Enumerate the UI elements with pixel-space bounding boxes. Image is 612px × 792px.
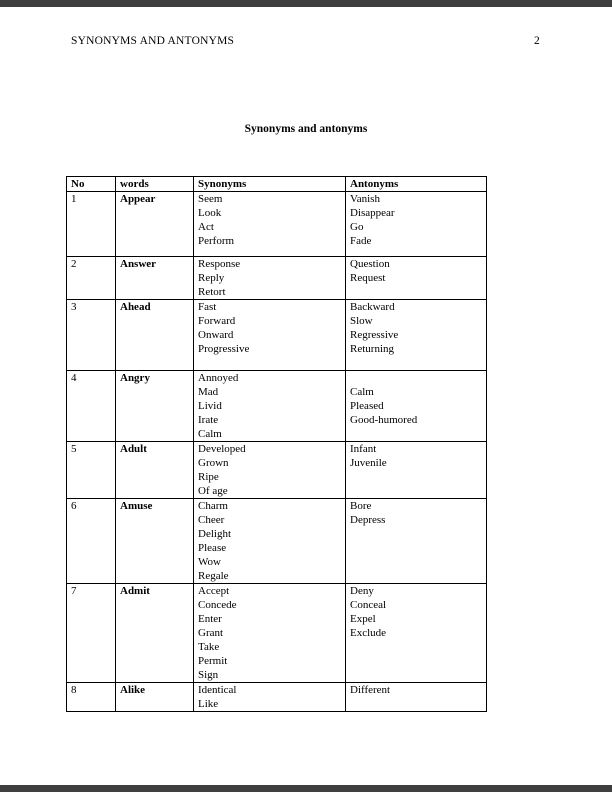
table-row [67,683,487,712]
word-line: Deny [350,585,374,597]
cell-antonyms [346,584,487,683]
word-line: Juvenile [350,457,387,469]
word-line: Exclude [350,627,387,639]
table-row [67,499,487,584]
cell-antonyms [346,499,487,584]
cell-antonyms [346,683,487,712]
running-head: SYNONYMS AND ANTONYMS [71,35,235,47]
viewer-chrome-top [0,0,612,7]
word-line: Ripe [198,471,219,483]
cell-no: 2 [67,257,116,300]
cell-no: 4 [67,371,116,442]
word-line: Conceal [350,599,387,611]
cell-no: 1 [67,192,116,257]
word-line: Cheer [198,514,225,526]
word-line: Go [350,221,364,233]
cell-no: 5 [67,442,116,499]
cell-synonyms [194,584,346,683]
word-line: Fade [350,235,372,247]
table-row [67,192,487,257]
cell-antonyms [346,371,487,442]
cell-synonyms [194,683,346,712]
word-line: Good-humored [350,414,418,426]
word-line: Developed [198,443,246,455]
cell-synonyms [194,300,346,371]
cell-antonyms [346,257,487,300]
cell-synonyms [194,442,346,499]
word-line: Grown [198,457,229,469]
word-line [198,356,341,370]
cell-word: Ahead [116,300,194,371]
word-line: Request [350,272,386,284]
word-line: Perform [198,235,235,247]
word-line: Regressive [350,329,399,341]
word-line: Expel [350,613,376,625]
table-row [67,257,487,300]
word-line: Calm [198,428,222,440]
word-line: Seem [198,193,223,205]
cell-no: 8 [67,683,116,712]
cell-word: Adult [116,442,194,499]
word-line: Fast [198,301,217,313]
cell-antonyms [346,300,487,371]
word-line [350,371,482,385]
word-line: Identical [198,684,237,696]
cell-synonyms [194,192,346,257]
word-line: Vanish [350,193,380,205]
word-line: Enter [198,613,222,625]
word-line: Grant [198,627,224,639]
table-header-row [67,177,487,192]
word-line: Of age [198,485,228,497]
word-line: Please [198,542,227,554]
word-line: Delight [198,528,231,540]
word-line: Take [198,641,220,653]
word-line: Mad [198,386,219,398]
word-line: Infant [350,443,377,455]
cell-word: Alike [116,683,194,712]
word-line: Progressive [198,343,250,355]
word-line: Like [198,698,219,710]
word-line: Accept [198,585,230,597]
cell-word: Appear [116,192,194,257]
word-line: Pleased [350,400,384,412]
word-line: Regale [198,570,229,582]
viewer-chrome-bottom [0,785,612,792]
word-line: Disappear [350,207,395,219]
column-header-synonyms: Synonyms [194,177,346,192]
cell-word: Admit [116,584,194,683]
word-line: Onward [198,329,234,341]
table-row [67,300,487,371]
column-header-no: No [67,177,116,192]
word-line: Irate [198,414,219,426]
word-line: Backward [350,301,395,313]
column-header-antonyms: Antonyms [346,177,487,192]
page-number: 2 [534,35,540,47]
cell-no: 3 [67,300,116,371]
cell-word: Amuse [116,499,194,584]
cell-synonyms [194,257,346,300]
cell-no: 6 [67,499,116,584]
word-line: Response [198,258,241,270]
word-line: Forward [198,315,236,327]
document-title: Synonyms and antonyms [244,123,368,135]
word-line: Wow [198,556,221,568]
cell-antonyms [346,442,487,499]
table-row [67,371,487,442]
word-line: Calm [350,386,374,398]
table-row [67,584,487,683]
table-row [67,442,487,499]
word-line: Charm [198,500,228,512]
column-header-words: words [116,177,194,192]
cell-antonyms [346,192,487,257]
word-line: Annoyed [198,372,239,384]
word-line: Depress [350,514,386,526]
page-header [71,35,540,47]
word-line: Livid [198,400,222,412]
word-line: Sign [198,669,219,681]
cell-no: 7 [67,584,116,683]
word-line: Permit [198,655,228,667]
cell-synonyms [194,499,346,584]
word-line: Different [350,684,391,696]
cell-word: Angry [116,371,194,442]
cell-synonyms [194,371,346,442]
word-line: Look [198,207,222,219]
word-line: Retort [198,286,226,298]
word-line: Returning [350,343,394,355]
word-line: Slow [350,315,373,327]
word-line: Question [350,258,390,270]
cell-word: Answer [116,257,194,300]
synonyms-table [66,176,487,712]
word-line: Bore [350,500,372,512]
word-line: Concede [198,599,237,611]
word-line: Reply [198,272,225,284]
word-line: Act [198,221,214,233]
